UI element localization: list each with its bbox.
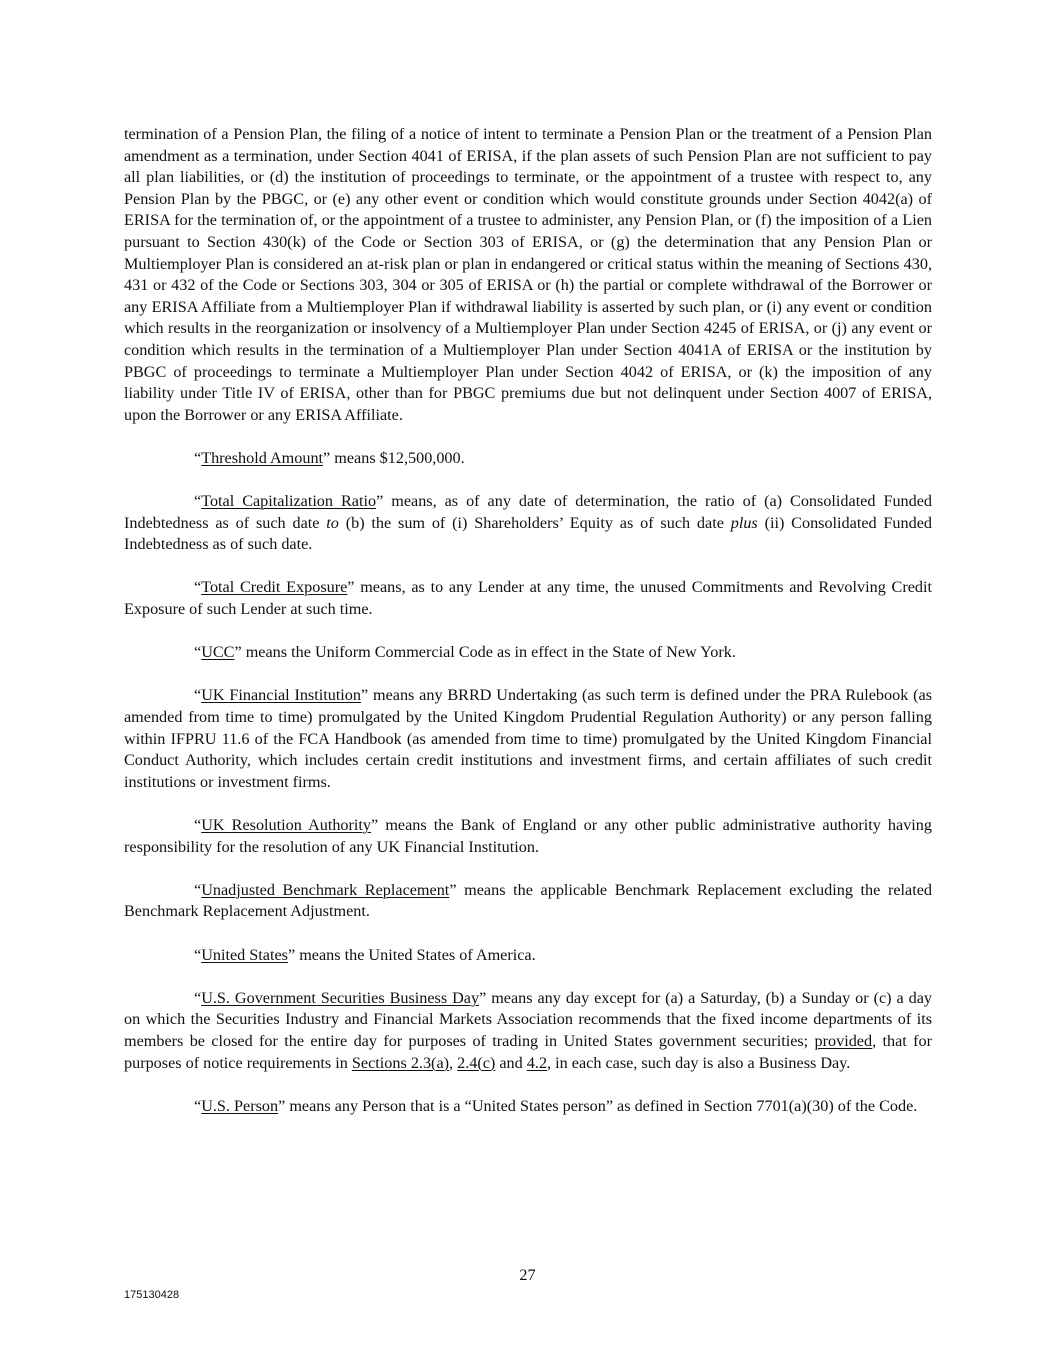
- definition-body: means any day except for (a) a Saturday, (b) a Sunday or (c) a day on which the Securities Industry and Financial Markets Association recommends that the fixed income departments of its members be closed for the entire day for purposes of trading in United States government securities;: [124, 988, 933, 1050]
- provided-proviso: provided: [814, 1031, 873, 1050]
- defined-term: Total Capitalization Ratio: [201, 492, 377, 511]
- open-quote: “: [194, 988, 202, 1007]
- close-quote: ”: [376, 492, 384, 511]
- section-reference: Sections 2.3(a): [351, 1053, 450, 1072]
- defined-term: U.S. Government Securities Business Day: [201, 988, 480, 1007]
- open-quote: “: [194, 686, 202, 705]
- close-quote: ”: [278, 1096, 286, 1115]
- defined-term: UK Resolution Authority: [201, 816, 372, 834]
- separator: and: [495, 1053, 527, 1072]
- definition-body: means the Uniform Commercial Code as in effect in the State of New York.: [241, 643, 736, 662]
- italic-word: to: [326, 513, 339, 532]
- document-id: 175130428: [124, 1289, 180, 1301]
- definition-body: means the Bank of England or any other public administrative authority having responsibility for the resolution of any UK Financial Institution.: [124, 816, 932, 856]
- definition-body: means any Person that is a “United States person” as defined in Section 7701(a)(30) of the Code.: [285, 1096, 918, 1115]
- close-quote: ”: [234, 643, 242, 662]
- definition-us-person: [124, 1096, 932, 1118]
- open-quote: “: [194, 492, 202, 511]
- open-quote: “: [194, 1096, 202, 1115]
- defined-term: U.S. Person: [201, 1096, 279, 1115]
- open-quote: “: [194, 816, 202, 834]
- open-quote: “: [194, 945, 202, 964]
- close-quote: ”: [479, 988, 487, 1007]
- definition-unadjusted-benchmark-replacement: [124, 880, 932, 923]
- definition-us-government-securities-business-day: [124, 988, 932, 1074]
- definition-body: means the United States of America.: [295, 945, 536, 964]
- definition-body: means $12,500,000.: [330, 448, 465, 467]
- close-quote: ”: [361, 686, 369, 705]
- document-page: [124, 124, 932, 1139]
- definition-ucc: [124, 642, 932, 664]
- defined-term: Unadjusted Benchmark Replacement: [201, 880, 450, 899]
- page-number: 27: [519, 1266, 536, 1284]
- definition-total-credit-exposure: [124, 577, 932, 620]
- open-quote: “: [194, 643, 202, 662]
- section-reference: 2.4(c): [457, 1053, 496, 1072]
- open-quote: “: [194, 448, 202, 467]
- italic-word: plus: [730, 513, 758, 532]
- definition-uk-resolution-authority: [124, 815, 932, 858]
- definition-body: (ii) Consolidated Funded Indebtedness as of such date.: [124, 513, 932, 554]
- close-quote: ”: [347, 578, 355, 597]
- definition-continuation: termination of a Pension Plan, the filing of a notice of intent to terminate a Pension Plan or the treatment of a Pension Plan amendment as a termination, under Section 4041 of ERISA, if the plan assets of such Pension Plan are not sufficient to pay all plan liabilities, or (d) the institution of proceedings to terminate, or the appointment of a trustee with respect to, any Pension Plan by the PBGC, or (e) any other event or condition which would constitute grounds under Section 4042(a) of ERISA for the termination of, or the appointment of a trustee to administer, any Pension Plan, or (f) the imposition of a Lien pursuant to Section 430(k) of the Code or Section 303 of ERISA, or (g) the determination that any Pension Plan or Multiemployer Plan is considered an at-risk plan or plan in endangered or critical status within the meaning of Sections 430, 431 or 432 of the Code or Sections 303, 304 or 305 of ERISA or (h) the partial or complete withdrawal of the Borrower or any ERISA Affiliate from a Multiemployer Plan if withdrawal liability is asserted by such plan, or (i) any event or condition which results in the reorganization or insolvency of a Multiemployer Plan under Section 4245 of ERISA, or (j) any event or condition which results in the termination of a Multiemployer Plan under Section 4041A of ERISA or the institution by PBGC of proceedings to terminate a Multiemployer Plan under Section 4042 of ERISA, or (k) the imposition of any liability under Title IV of ERISA, other than for PBGC premiums due but not delinquent under Section 4007 of ERISA, upon the Borrower or any ERISA Affiliate.: [124, 125, 932, 424]
- definition-uk-financial-institution: [124, 685, 932, 793]
- defined-term: UK Financial Institution: [201, 686, 361, 705]
- close-quote: ”: [323, 448, 331, 467]
- close-quote: ”: [287, 945, 296, 964]
- separator: ,: [449, 1053, 458, 1072]
- defined-term: UCC: [201, 643, 235, 662]
- defined-term: United States: [201, 945, 288, 964]
- definition-united-states: [124, 945, 932, 967]
- close-quote: ”: [371, 816, 379, 834]
- section-reference: 4.2: [526, 1053, 548, 1072]
- definition-body: means the applicable Benchmark Replacement excluding the related Benchmark Replacement Adjustment.: [124, 880, 932, 921]
- close-quote: ”: [449, 880, 457, 899]
- definition-body: means any BRRD Undertaking (as such term is defined under the PRA Rulebook (as amended from time to time) promulgated by the United Kingdom Prudential Regulation Authority) or any person falling within IFPRU 11.6 of the FCA Handbook (as amended from time to time) promulgated by the United Kingdom Financial Conduct Authority, which includes certain credit institutions and investment firms, and certain affiliates of such credit institutions or investment firms.: [124, 686, 932, 791]
- defined-term: Threshold Amount: [201, 448, 324, 467]
- open-quote: “: [194, 578, 202, 597]
- definition-body: , that for purposes of notice requirements in: [124, 1031, 932, 1072]
- definition-body: , in each case, such day is also a Business Day.: [547, 1053, 851, 1072]
- definition-body: means, as to any Lender at any time, the unused Commitments and Revolving Credit Exposure of such Lender at such time.: [124, 578, 932, 619]
- definition-body: means, as of any date of determination, the ratio of (a) Consolidated Funded Indebtedness as of such date: [124, 492, 933, 532]
- definition-threshold-amount: [124, 448, 932, 470]
- defined-term: Total Credit Exposure: [201, 578, 348, 597]
- open-quote: “: [194, 880, 202, 899]
- definition-total-capitalization-ratio: [124, 491, 932, 556]
- definition-body: (b) the sum of (i) Shareholders’ Equity as of such date: [338, 513, 731, 532]
